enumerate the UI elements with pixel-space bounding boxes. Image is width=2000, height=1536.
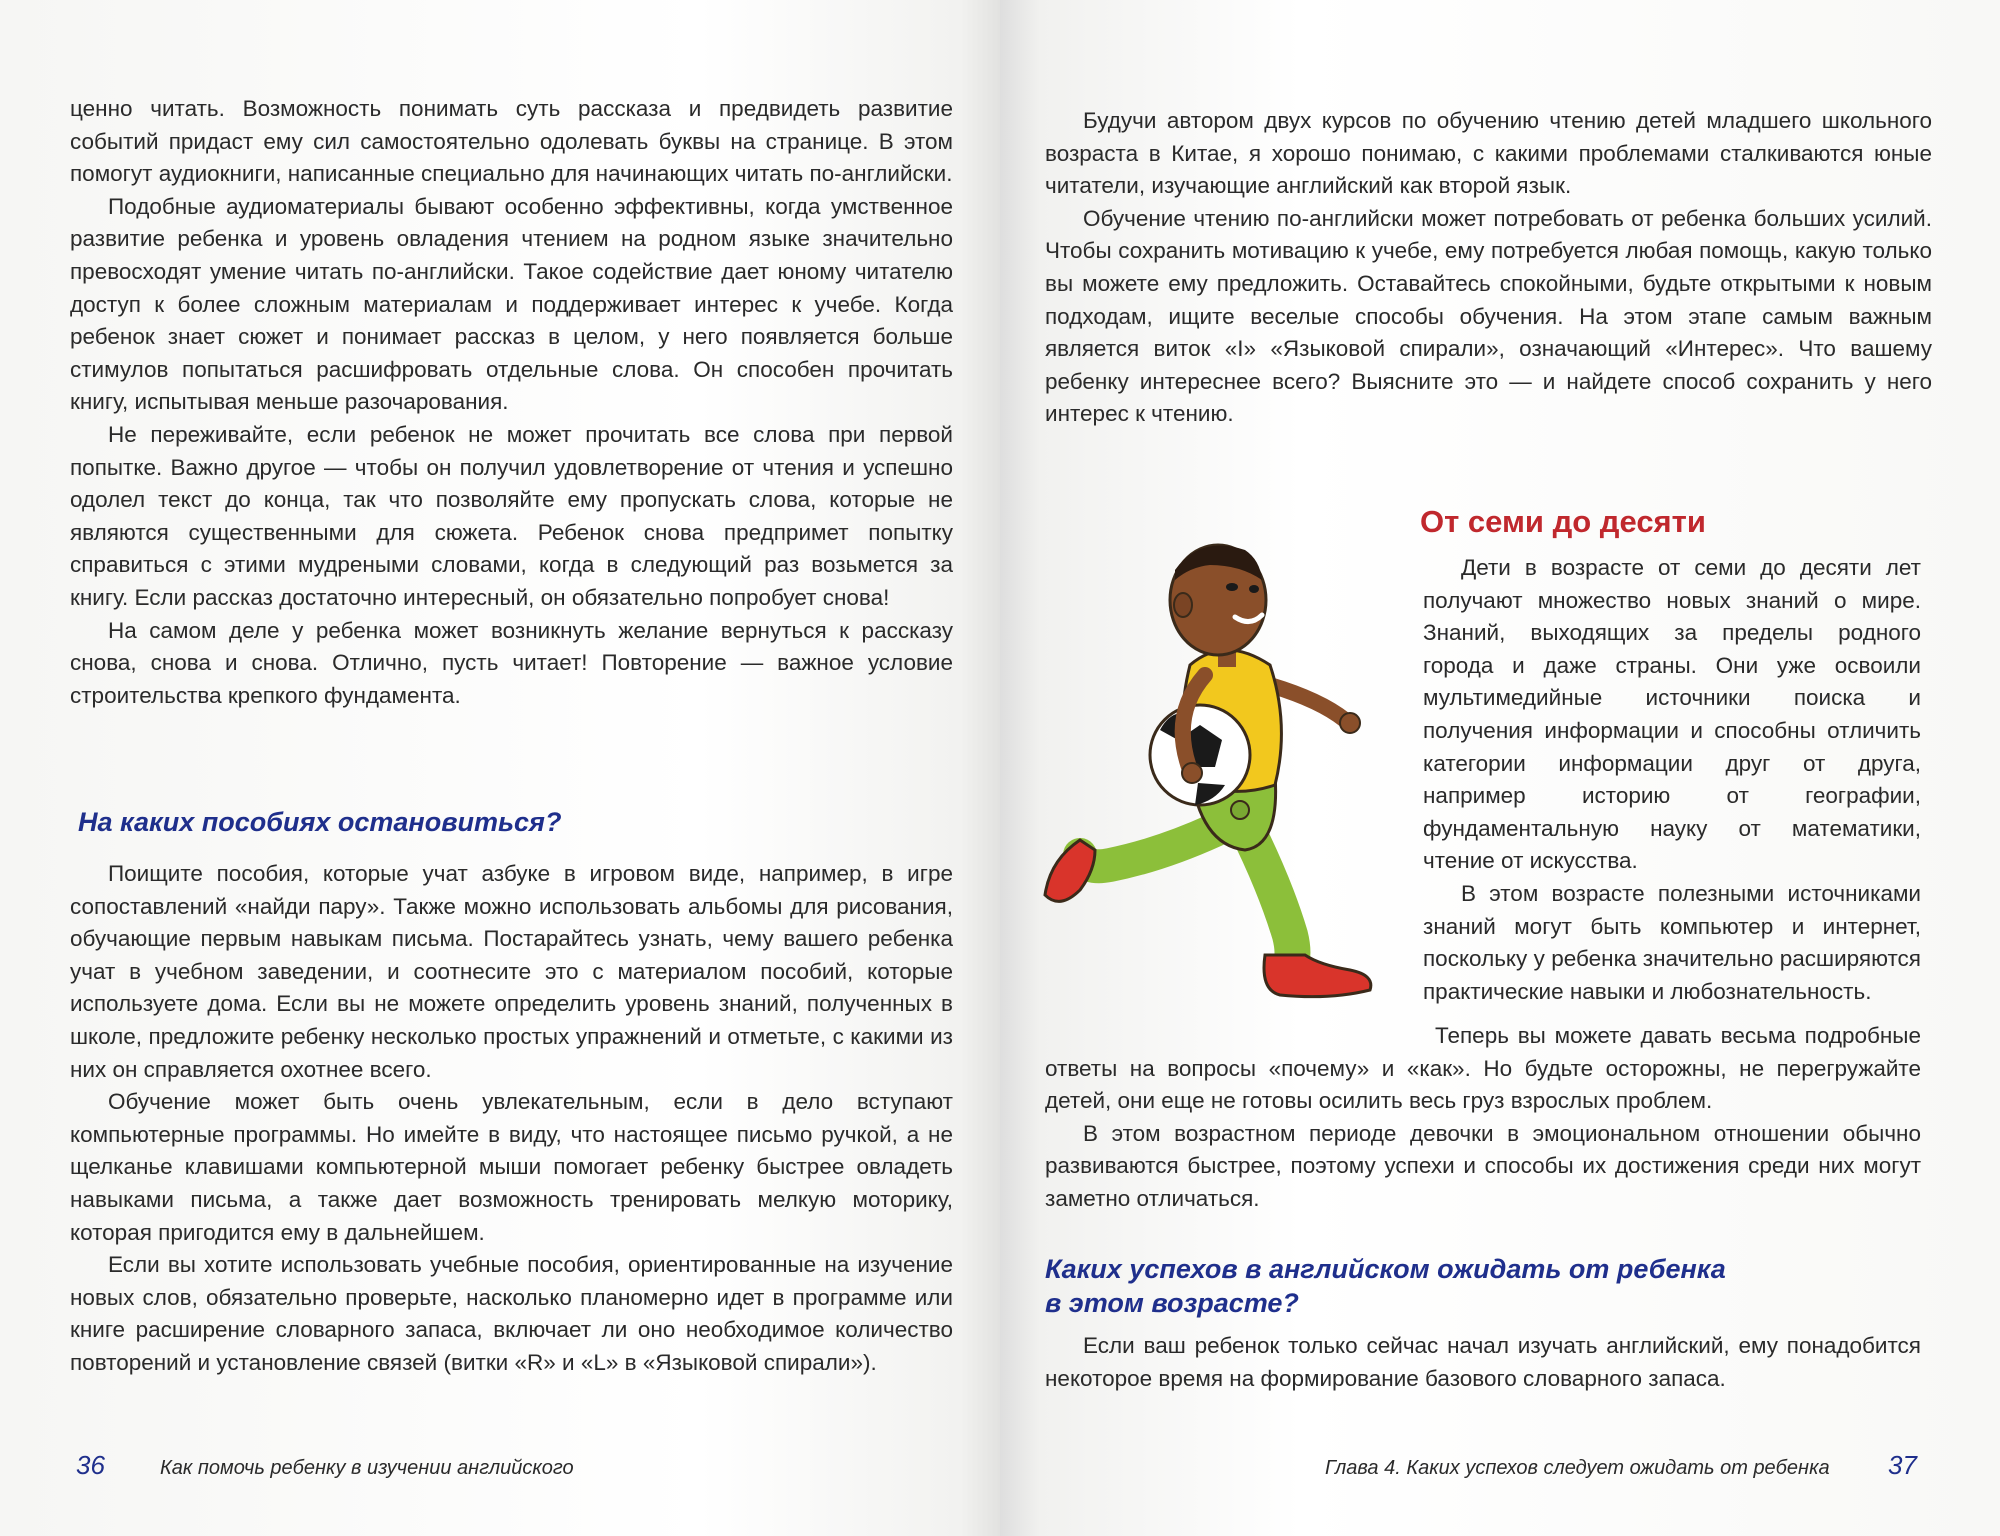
left-para-1: ценно читать. Возможность понимать суть рассказа и предвидеть развитие событий придаст ему сил самостоятельно одолевать буквы на странице. В этом помогут аудиокниги, написанные специально для начинающих читать по-английски. <box>70 96 953 187</box>
left-para-7: Если вы хотите использовать учебные пособия, ориентированные на изучение новых слов, обязательно проверьте, насколько планомерно идет в программе или книге расширение словарного запаса, включает ли оно необходимое количество повторений и установление связей (витки «R» и «L» в «Языковой спирали»). <box>70 1252 953 1375</box>
left-text-block-top <box>70 93 953 712</box>
left-para-4: На самом деле у ребенка может возникнуть желание вернуться к рассказу снова, снова и снова. Отлично, пусть читает! Повторение — важное условие строительства крепкого фундамента. <box>70 617 953 708</box>
left-para-2: Подобные аудиоматериалы бывают особенно эффективны, когда умственное развитие ребенка и уровень овладения чтением на родном языке значительно превосходят умение читать по-английски. Такое содействие дает юному читателю доступ к более сложным материалам и поддерживает интерес к учебе. Когда ребенок знает сюжет и понимает рассказ в целом, у него появляется больше стимулов попытаться расшифровать отдельные слова. Он способен прочитать книгу, испытывая меньше разочарования. <box>70 193 953 415</box>
left-para-6: Обучение может быть очень увлекательным, если в дело вступают компьютерные программы. Но имейте в виду, что настоящее письмо ручкой, а не щелканье клавишами компьютерной мыши помогает ребенку быстрее овладеть навыками письма, а также дает возможность тренировать мелкую моторику, которая пригодится ему в дальнейшем. <box>70 1089 953 1245</box>
back-leg <box>1080 830 1215 866</box>
right-heading-2-line-1: Каких успехов в английском ожидать от ребенка <box>1045 1254 1726 1284</box>
right-page-number: 37 <box>1888 1450 1917 1480</box>
left-text-block-bottom <box>70 858 953 1380</box>
pants-pocket <box>1231 801 1249 819</box>
back-hand <box>1340 713 1360 733</box>
right-running-title: Глава 4. Каких успехов следует ожидать от ребенка <box>1325 1457 1830 1479</box>
left-para-3: Не переживайте, если ребенок не может прочитать все слова при первой попытке. Важно другое — чтобы он получил удовлетворение от чтения и успешно одолел текст до конца, так что позволяйте ему пропускать слова, которые не являются существенными для сюжета. Ребенок снова предпримет попытку справиться с этими мудреными словами, когда в следующий раз возьмется за книгу. Если рассказ достаточно интересный, он обязательно попробует снова! <box>70 421 953 610</box>
running-boy-with-soccer-ball-illustration <box>1040 525 1400 1015</box>
eye <box>1226 583 1238 591</box>
left-running-title: Как помочь ребенку в изучении английского <box>160 1457 574 1479</box>
front-shoe <box>1264 955 1371 997</box>
right-section-heading-2 <box>1045 1252 1925 1320</box>
right-text-block-top <box>1045 105 1932 431</box>
ear <box>1174 593 1192 617</box>
front-hand <box>1182 763 1202 783</box>
eye-2 <box>1249 585 1259 593</box>
left-para-5: Поищите пособия, которые учат азбуке в игровом виде, например, в игре сопоставлений «найди пару». Также можно использовать альбомы для рисования, обучающие первым навыкам письма. Постарайтесь узнать, чему вашего ребенка учат в учебном заведении, и соотнесите это с материалом пособий, которые используете дома. Если вы не можете определить уровень знаний, полученных в школе, предложите ребенку несколько простых упражнений и отметьте, с какими из них он справляется охотнее всего. <box>70 861 953 1082</box>
right-para-4: В этом возрасте полезными источниками знаний могут быть компьютер и интернет, поскольку у ребенка значительно расширяются практические навыки и любознательность. <box>1423 880 1921 1004</box>
left-page-number: 36 <box>76 1450 105 1480</box>
right-para-6: В этом возрастном периоде девочки в эмоциональном отношении обычно развиваются быстрее, поэтому успехи и способы их достижения среди них могут заметно отличаться. <box>1045 1120 1921 1211</box>
right-para-7: Если ваш ребенок только сейчас начал изучать английский, ему понадобится некоторое время на формирование базового словарного запаса. <box>1045 1333 1921 1391</box>
back-shoe <box>1045 840 1095 901</box>
right-text-block-bottom <box>1045 1330 1921 1395</box>
right-para-1: Будучи автором двух курсов по обучению чтению детей младшего школьного возраста в Китае, я хорошо понимаю, с какими проблемами сталкиваются юные читатели, изучающие английский как второй язык. <box>1045 108 1932 199</box>
right-section-heading: От семи до десяти <box>1420 504 1706 539</box>
right-wrap-text <box>1423 552 1921 1008</box>
left-section-heading: На каких пособиях остановиться? <box>78 807 562 837</box>
right-heading-2-line-2: в этом возрасте? <box>1045 1288 1299 1318</box>
right-para-5: Теперь вы можете давать весьма подробные ответы на вопросы «почему» и «как». Но будьте осторожны, не перегружайте детей, они еще не готовы осилить весь груз взрослых проблем. <box>1045 1023 1921 1114</box>
right-para-2: Обучение чтению по-английски может потребовать от ребенка больших усилий. Чтобы сохранить мотивацию к учебе, ему потребуется любая помощь, какую только вы можете ему предложить. Оставайтесь спокойными, будьте открытыми к новым подходам, ищите веселые способы обучения. На этом этапе самым важным является виток «I» «Языковой спирали», означающий «Интерес». Что вашему ребенку интереснее всего? Выясните это — и найдете способ сохранить у него интерес к чтению. <box>1045 205 1932 427</box>
right-para-3: Дети в возрасте от семи до десяти лет получают множество новых знаний о мире. Знаний, выходящих за пределы родного города и даже страны. Они уже освоили мультимедийные источники поиска и получения информации и способны отличить категории информации друг от друга, например историю от географии, фундаментальную науку от математики, чтение от искусства. <box>1423 555 1921 874</box>
right-text-block-middle <box>1045 1020 1921 1216</box>
